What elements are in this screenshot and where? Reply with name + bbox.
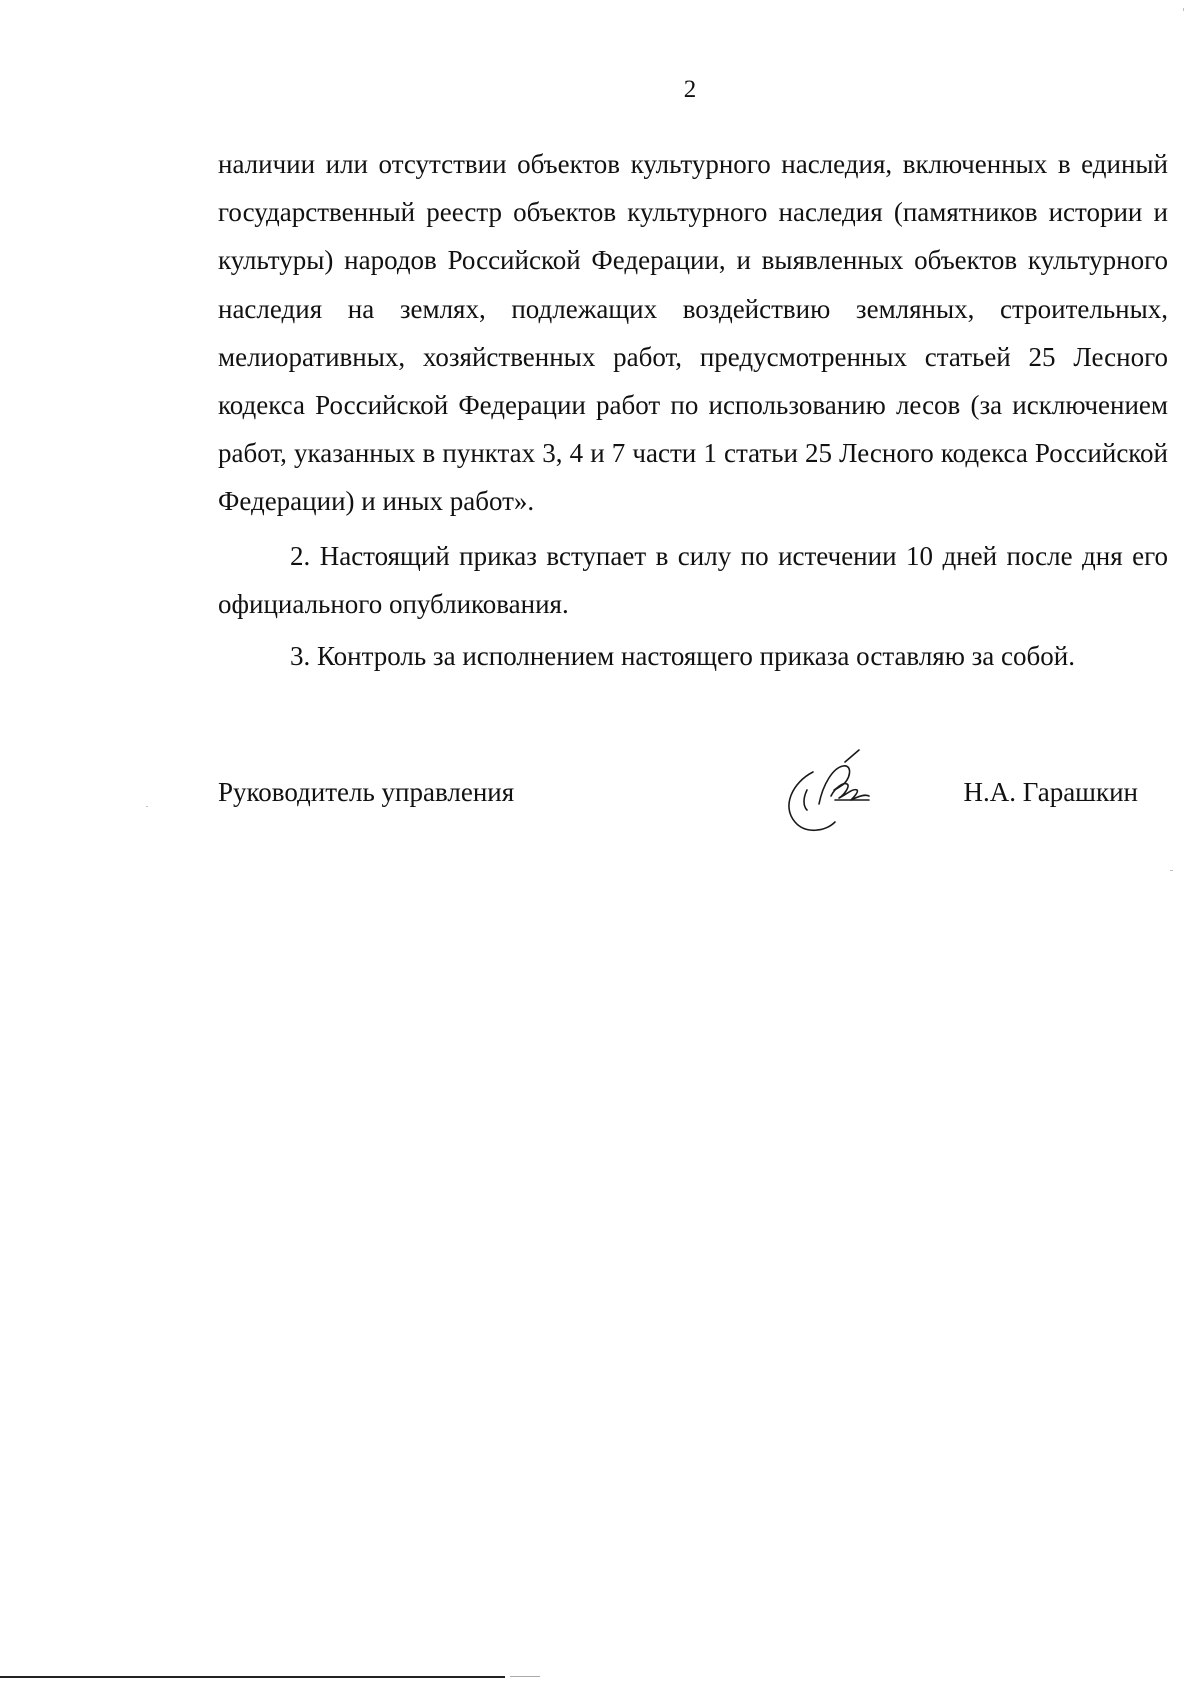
footer-scan-rule-faint: [510, 1676, 540, 1677]
signer-title: Руководитель управления: [218, 777, 515, 807]
paragraph-text: наличии или отсутствии объектов культурного наследия, включенных в единый государственный реестр объектов культурного наследия (памятников истории и культуры) народов Российской Федерации, и выявленных объектов культурного наследия на землях, подлежащих воздействию земляных, строительных, мелиоративных, хозяйственных работ, предусмотренных статьей 25 Лесного кодекса Российской Федерации работ по использованию лесов (за исключением работ, указанных в пунктах 3, 4 и 7 части 1 статьи 25 Лесного кодекса Российской Федерации) и иных работ».: [218, 149, 1168, 517]
scan-speck: [146, 806, 148, 807]
paragraph-continued: [218, 140, 1168, 526]
scan-speck: [1170, 870, 1173, 871]
paragraph-control: [218, 632, 1168, 680]
paragraph-effective-date: [218, 532, 1168, 628]
paragraph-text: 3. Контроль за исполнением настоящего приказа оставляю за собой.: [290, 641, 1075, 671]
page-number: 2: [683, 76, 697, 103]
handwritten-signature: [773, 744, 883, 844]
footer-scan-rule: [0, 1676, 505, 1678]
scan-speck: [1183, 8, 1184, 11]
signature-block: [218, 768, 1138, 828]
paragraph-text: 2. Настоящий приказ вступает в силу по истечении 10 дней после дня его официального опубликования.: [218, 541, 1168, 620]
signer-name: Н.А. Гарашкин: [963, 777, 1138, 807]
